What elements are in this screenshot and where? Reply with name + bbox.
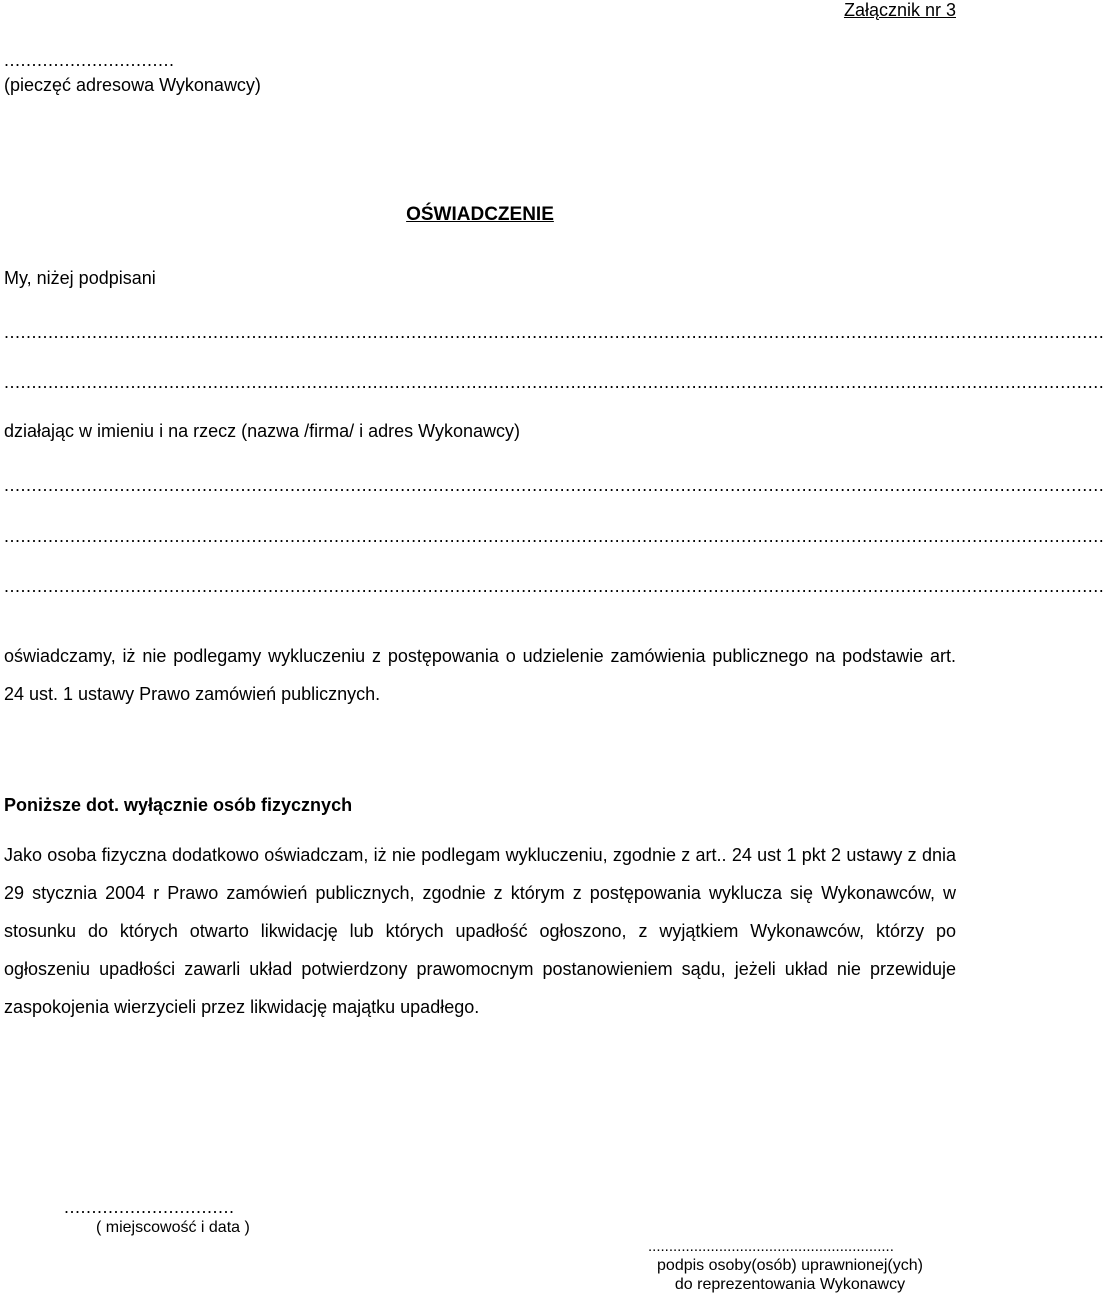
place-date-label: ( miejscowość i data ) (96, 1219, 250, 1236)
annex-number: Załącznik nr 3 (843, 0, 956, 20)
stamp-dots: ............................... (4, 50, 175, 70)
natural-persons-paragraph: Jako osoba fizyczna dodatkowo oświadczam, iż nie podlegam wykluczeniu, zgodnie z art.. 24 ust 1 pkt 2 ustawy z dnia 29 stycznia 2004 r Prawo zamówień publicznych, zgodnie z którym z postępowania wyklucza się Wykonawców, w stosunku do których otwarto likwidację lub których upadłość ogłoszono, z wyjątkiem Wykonawców, którzy po ogłoszeniu upadłości zawarli układ potwierdzony prawomocnym postanowieniem sądu, jeżeli układ nie przewiduje zaspokojenia wierzycieli przez likwidację majątku upadłego. (4, 845, 956, 1017)
signatories-label: My, niżej podpisani (4, 268, 156, 288)
contractor-line-1: ........................................................................................................................................................................................................ (4, 475, 1104, 495)
contractor-line-3: ........................................................................................................................................................................................................ (4, 576, 1104, 596)
signature-label-line-2: do reprezentowania Wykonawcy (674, 1276, 906, 1293)
signature-caption (640, 1256, 940, 1294)
contractor-line-2: ........................................................................................................................................................................................................ (4, 526, 1104, 546)
signature-dots: ........................................................... (648, 1238, 894, 1255)
signatories-line-2: ........................................................................................................................................................................................................ (4, 372, 1104, 392)
declaration-paragraph: oświadczamy, iż nie podlegamy wykluczeniu z postępowania o udzielenie zamówienia publicznego na podstawie art. 24 ust. 1 ustawy Prawo zamówień publicznych. (4, 646, 956, 704)
acting-label: działając w imieniu i na rzecz (nazwa /firma/ i adres Wykonawcy) (4, 421, 521, 441)
signature-label-line-1: podpis osoby(osób) uprawnionej(ych) (657, 1257, 923, 1274)
stamp-label: (pieczęć adresowa Wykonawcy) (4, 75, 261, 95)
place-date-dots: ............................... (64, 1197, 235, 1217)
document-title: OŚWIADCZENIE (406, 204, 554, 225)
natural-persons-heading: Poniższe dot. wyłącznie osób fizycznych (4, 795, 353, 815)
signatories-line-1: ........................................................................................................................................................................................................ (4, 322, 1104, 342)
